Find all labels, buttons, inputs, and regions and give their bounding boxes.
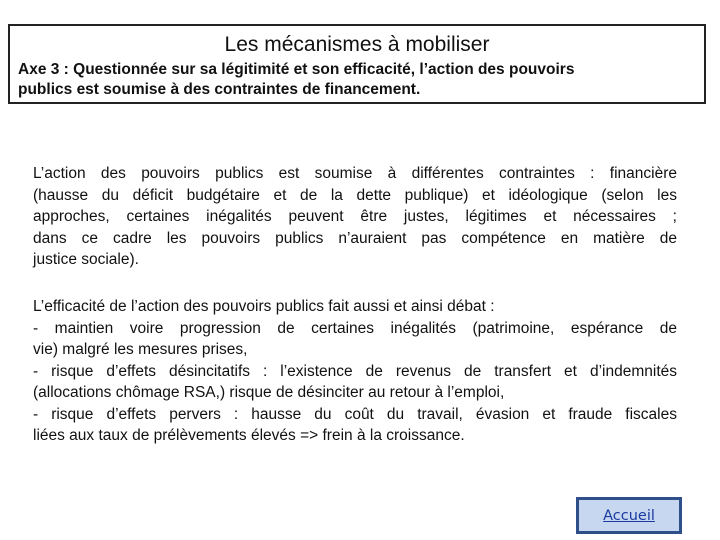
- home-button[interactable]: Accueil: [576, 497, 682, 534]
- text-line: justice sociale).: [33, 251, 139, 268]
- text-line: L’efficacité de l’action des pouvoirs publics fait aussi et ainsi débat :: [33, 298, 495, 315]
- paragraph-constraints: [33, 163, 677, 271]
- text-line: liées aux taux de prélèvements élevés => frein à la croissance.: [33, 427, 465, 444]
- page-title: Les mécanismes à mobiliser: [224, 33, 490, 56]
- text-line: - maintien voire progression de certaines inégalités (patrimoine, espérance de: [33, 319, 677, 337]
- subtitle-line: publics est soumise à des contraintes de financement.: [18, 81, 421, 98]
- text-line: (allocations chômage RSA,) risque de désinciter au retour à l’emploi,: [33, 384, 505, 401]
- text-line: L’action des pouvoirs publics est soumise à différentes contraintes : financière: [33, 165, 677, 182]
- subtitle-line: Axe 3 : Questionnée sur sa légitimité et son efficacité, l’action des pouvoirs: [18, 61, 575, 78]
- text-line: - risque d’effets désincitatifs : l’existence de revenus de transfert et d’indemnités: [33, 362, 677, 380]
- text-line: approches, certaines inégalités peuvent être justes, légitimes et nécessaires ;: [33, 208, 677, 225]
- header-box: [8, 24, 706, 104]
- text-line: - risque d’effets pervers : hausse du coût du travail, évasion et fraude fiscales: [33, 405, 677, 423]
- text-line: (hausse du déficit budgétaire et de la dette publique) et idéologique (selon les: [33, 186, 677, 204]
- page-subtitle: [10, 60, 704, 100]
- text-line: dans ce cadre les pouvoirs publics n’auraient pas compétence en matière de: [33, 229, 677, 247]
- paragraph-efficiency: [33, 296, 677, 447]
- text-line: vie) malgré les mesures prises,: [33, 341, 248, 358]
